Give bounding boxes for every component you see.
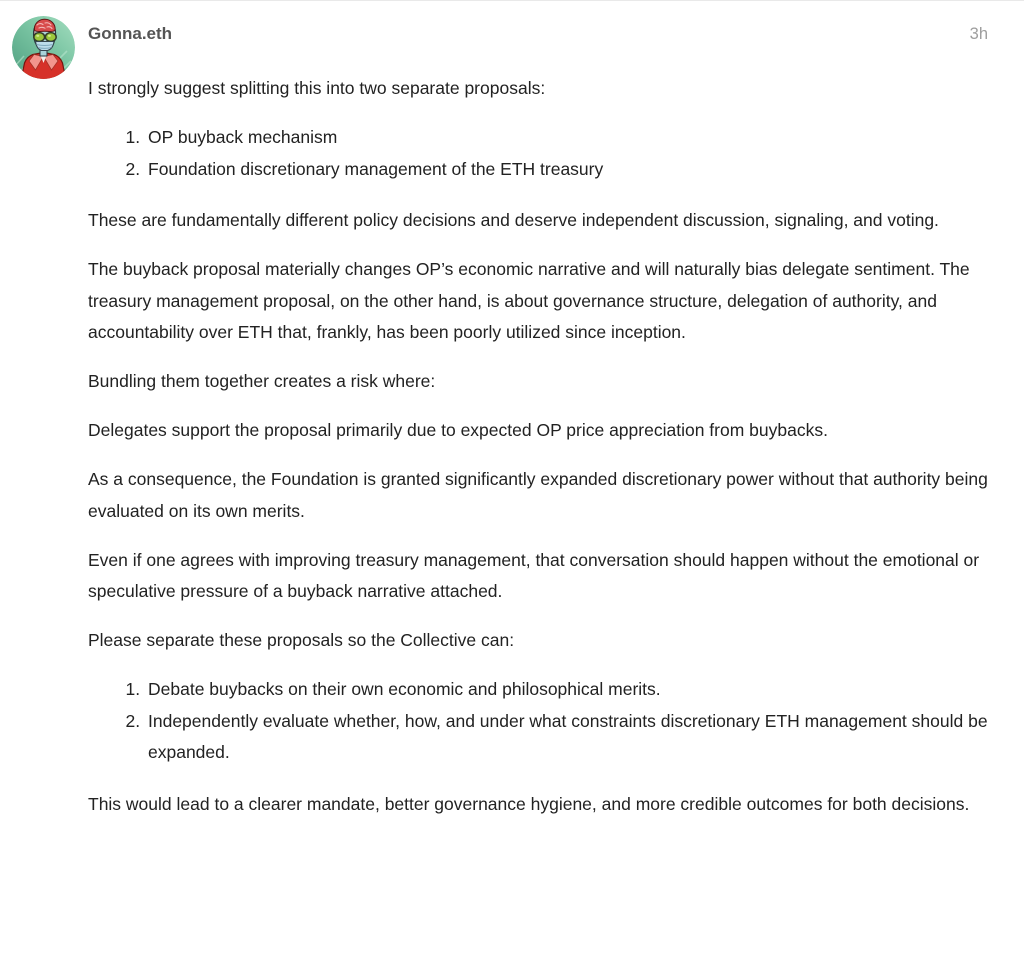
post-paragraph: Even if one agrees with improving treasury management, that conversation should happen without the emotional or speculative pressure of a buyback narrative attached. [88,549,980,601]
post-timestamp: 3h [969,25,988,43]
post-paragraph: I strongly suggest splitting this into two separate proposals: [88,78,546,98]
post-paragraph: As a consequence, the Foundation is granted significantly expanded discretionary power without that authority being evaluated on its own merits. [88,469,988,521]
post-list-item: 1. OP buyback mechanism [145,122,988,154]
post-paragraph: Please separate these proposals so the Collective can: [88,630,515,650]
post-paragraph: These are fundamentally different policy decisions and deserve independent discussion, signaling, and voting. [88,210,939,230]
post-paragraph: This would lead to a clearer mandate, better governance hygiene, and more credible outcomes for both decisions. [88,793,970,814]
post-list-item: 2. Independently evaluate whether, how, and under what constraints discretionary ETH management should be expanded. [145,706,988,769]
user-avatar[interactable] [12,16,75,79]
post-body [88,73,988,820]
user-avatar-icon [12,16,75,79]
post-paragraph: Bundling them together creates a risk where: [88,371,436,391]
post-ordered-list [88,122,988,185]
post [0,1,1024,838]
post-paragraph: The buyback proposal materially changes OP’s economic narrative and will naturally bias delegate sentiment. The treasury management proposal, on the other hand, is about governance structure, delegation of authority, and accountability over ETH that, frankly, has been poorly utilized since inception. [88,259,970,342]
post-header [88,23,988,45]
post-ordered-list [88,674,988,769]
post-author[interactable]: Gonna.eth [88,24,173,43]
post-list-item: 1. Debate buybacks on their own economic and philosophical merits. [145,674,988,706]
post-list-item: 2. Foundation discretionary management of the ETH treasury [145,154,988,186]
post-paragraph: Delegates support the proposal primarily due to expected OP price appreciation from buybacks. [88,420,828,440]
post-main [88,16,988,838]
